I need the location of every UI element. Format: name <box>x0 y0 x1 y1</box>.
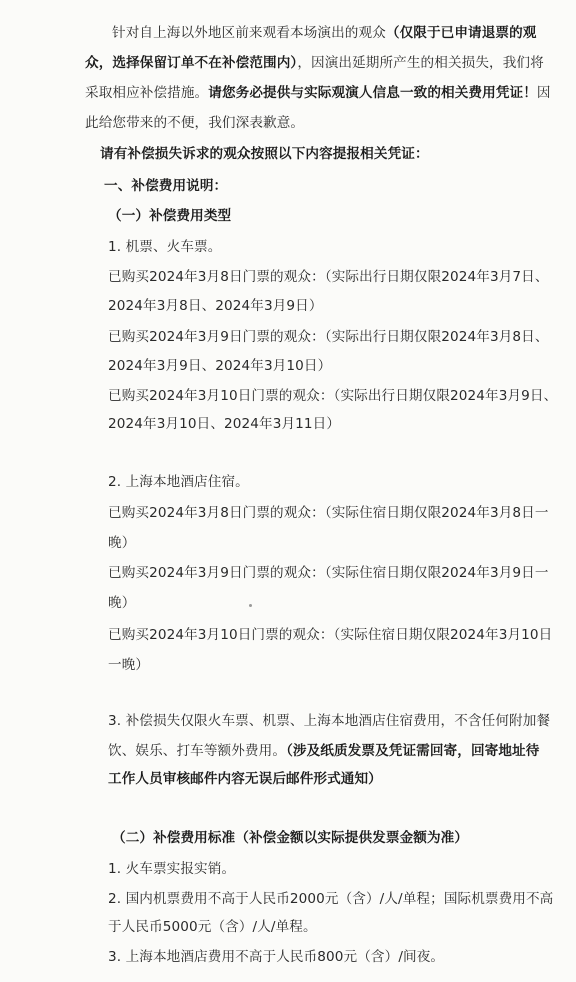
item1-line: 已购买2024年3月10日门票的观众：（实际出行日期仅限2024年3月9日、 <box>108 388 558 404</box>
intro-bold-text: 众，选择保留订单不在补偿范围内） <box>85 55 298 71</box>
subsection-two-title: （二）补偿费用标准 <box>112 830 236 846</box>
intro-text: 采取相应补偿措施。 <box>85 85 209 101</box>
intro-bold-text: （仅限于已申请退票的观 <box>385 25 537 41</box>
intro-text: 针对自上海以外地区前来观看本场演出的观众 <box>112 25 386 41</box>
item2-line: 一晚） <box>108 657 150 673</box>
item2-line: 已购买2024年3月9日门票的观众：（实际住宿日期仅限2024年3月9日一 <box>108 565 549 581</box>
intro-text: 因 <box>536 85 551 101</box>
subsection-one-heading: （一）补偿费用类型 <box>108 208 232 224</box>
scan-speck <box>249 604 252 607</box>
subsection-two-note: （补偿金额以实际提供发票金额为准） <box>235 830 469 846</box>
standard-item-2-line-2: 于人民币5000元（含）/人/单程。 <box>108 919 317 935</box>
subsection-two-heading <box>112 827 468 849</box>
intro-line-4: 此给您带来的不便，我们深表歉意。 <box>85 115 305 131</box>
item3-line-1: 3. 补偿损失仅限火车票、机票、上海本地酒店住宿费用，不含任何附加餐 <box>108 713 551 729</box>
item1-line: 已购买2024年3月9日门票的观众：（实际出行日期仅限2024年3月8日、 <box>108 329 549 345</box>
item3-bold-text: （涉及纸质发票及凭证需回寄，回寄地址待 <box>286 743 540 759</box>
intro-line-3 <box>85 82 551 104</box>
intro-bold-text: 请您务必提供与实际观演人信息一致的相关费用凭证！ <box>208 85 537 101</box>
item1-title: 1. 机票、火车票。 <box>108 239 222 255</box>
item2-line: 晚） <box>108 595 136 611</box>
item2-line: 已购买2024年3月8日门票的观众：（实际住宿日期仅限2024年3月8日一 <box>108 505 549 521</box>
standard-item-1: 1. 火车票实报实销。 <box>108 861 236 877</box>
intro-text: ，因演出延期所产生的相关损失，我们将 <box>297 55 544 71</box>
item1-line: 2024年3月8日、2024年3月9日） <box>108 298 323 314</box>
item2-line: 已购买2024年3月10日门票的观众：（实际住宿日期仅限2024年3月10日 <box>108 627 553 643</box>
item2-title: 2. 上海本地酒店住宿。 <box>108 474 249 490</box>
intro-line-2 <box>85 52 544 74</box>
item1-line: 2024年3月9日、2024年3月10日） <box>108 358 332 374</box>
standard-item-2-line-1: 2. 国内机票费用不高于人民币2000元（含）/人/单程；国际机票费用不高 <box>108 891 554 907</box>
intro-line-1 <box>112 22 537 44</box>
request-line: 请有补偿损失诉求的观众按照以下内容提报相关凭证： <box>100 146 429 162</box>
item1-line: 已购买2024年3月8日门票的观众：（实际出行日期仅限2024年3月7日、 <box>108 269 549 285</box>
item3-line-3: 工作人员审核邮件内容无误后邮件形式通知） <box>108 771 382 787</box>
standard-item-3: 3. 上海本地酒店费用不高于人民币800元（含）/间夜。 <box>108 949 445 965</box>
item1-line: 2024年3月10日、2024年3月11日） <box>108 416 341 432</box>
item2-line: 晚） <box>108 535 136 551</box>
section-one-heading: 一、补偿费用说明： <box>104 178 228 194</box>
item3-text: 饮、娱乐、打车等额外费用。 <box>108 743 287 759</box>
item3-line-2 <box>108 740 539 762</box>
